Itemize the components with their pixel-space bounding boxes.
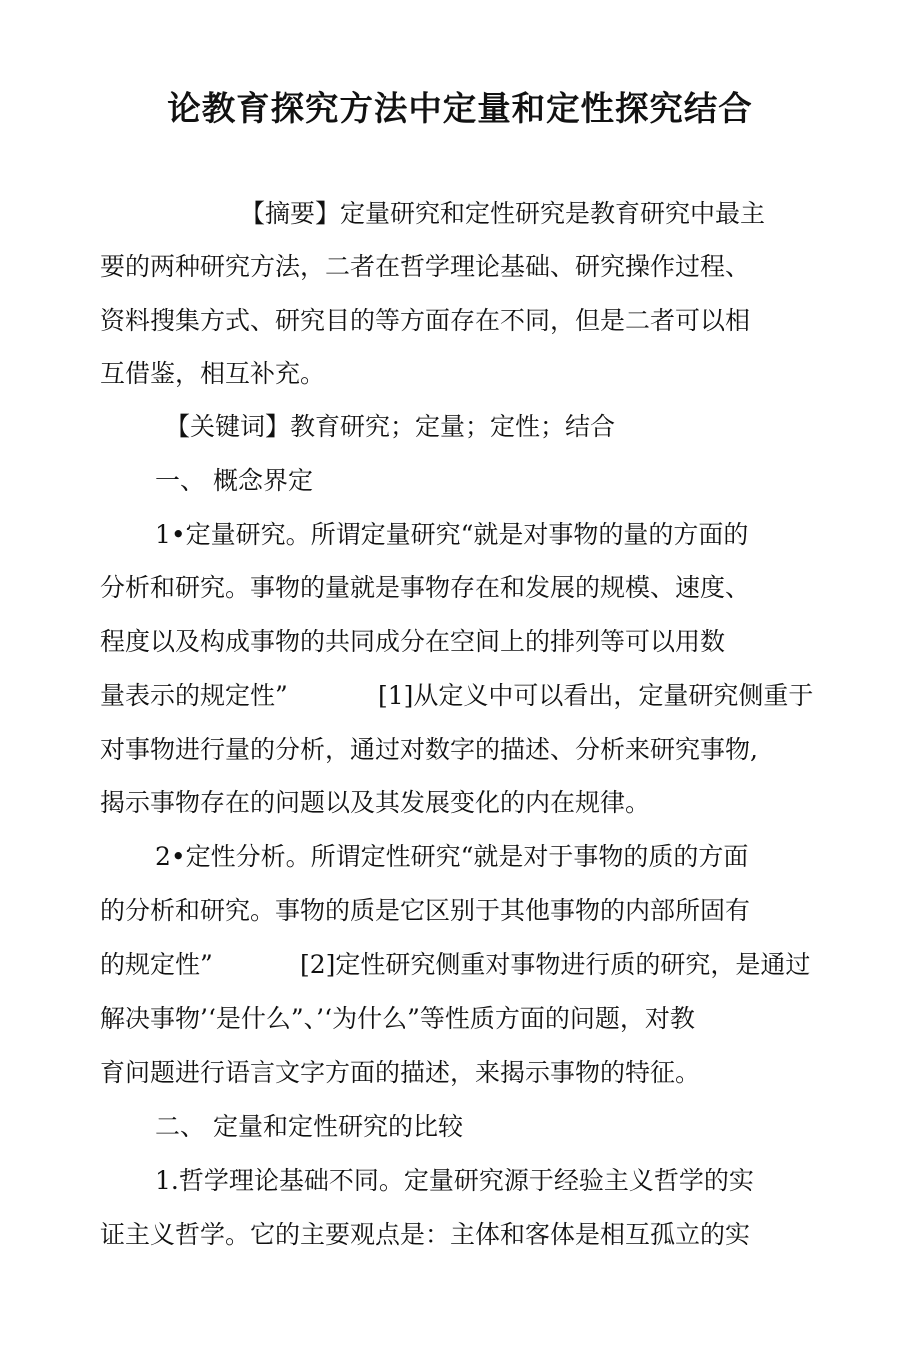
section-1-item-2-line-3b: [2]定性研究侧重对事物进行质的研究，是通过 xyxy=(300,950,811,979)
section-1-item-1-line-5: 对事物进行量的分析，通过对数字的描述、分析来研究事物, xyxy=(100,735,758,764)
keywords-line: 【关键词】教育研究；定量；定性；结合 xyxy=(165,412,616,441)
section-2-item-1-line-1: 1.哲学理论基础不同。定量研究源于经验主义哲学的实 xyxy=(155,1166,754,1195)
section-1-item-2-line-1: 2•定性分析。所谓定性研究“就是对于事物的质的方面 xyxy=(155,842,749,871)
section-2-item-1-line-2: 证主义哲学。它的主要观点是：主体和客体是相互孤立的实 xyxy=(100,1220,751,1249)
abstract-line-3: 资料搜集方式、研究目的等方面存在不同，但是二者可以相 xyxy=(100,306,751,335)
section-1-item-1-line-4a: 量表示的规定性” xyxy=(100,681,288,710)
abstract-line-1: 【摘要】定量研究和定性研究是教育研究中最主 xyxy=(240,199,766,228)
section-1-item-1-line-1: 1•定量研究。所谓定量研究“就是对事物的量的方面的 xyxy=(155,520,749,549)
abstract-line-2: 要的两种研究方法，二者在哲学理论基础、研究操作过程、 xyxy=(100,252,751,281)
section-1-item-2-line-5: 育问题进行语言文字方面的描述，来揭示事物的特征。 xyxy=(100,1058,701,1087)
section-1-item-2-line-2: 的分析和研究。事物的质是它区别于其他事物的内部所固有 xyxy=(100,896,751,925)
section-1-item-1-line-4b: [1]从定义中可以看出，定量研究侧重于 xyxy=(378,681,814,710)
section-1-item-1-line-6: 揭示事物存在的问题以及其发展变化的内在规律。 xyxy=(100,788,651,817)
section-1-item-2-line-3a: 的规定性” xyxy=(100,950,213,979)
section-1-item-2-line-4: 解决事物’‘是什么”、’‘为什么”等性质方面的问题，对教 xyxy=(100,1004,695,1033)
section-2-heading: 二、 定量和定性研究的比较 xyxy=(155,1112,463,1141)
section-1-item-1-line-2: 分析和研究。事物的量就是事物存在和发展的规模、速度、 xyxy=(100,573,751,602)
abstract-line-4: 互借鉴，相互补充。 xyxy=(100,359,326,388)
section-1-item-1-line-3: 程度以及构成事物的共同成分在空间上的排列等可以用数 xyxy=(100,627,726,656)
document-title: 论教育探究方法中定量和定性探究结合 xyxy=(167,89,753,128)
section-1-heading: 一、 概念界定 xyxy=(155,466,313,495)
